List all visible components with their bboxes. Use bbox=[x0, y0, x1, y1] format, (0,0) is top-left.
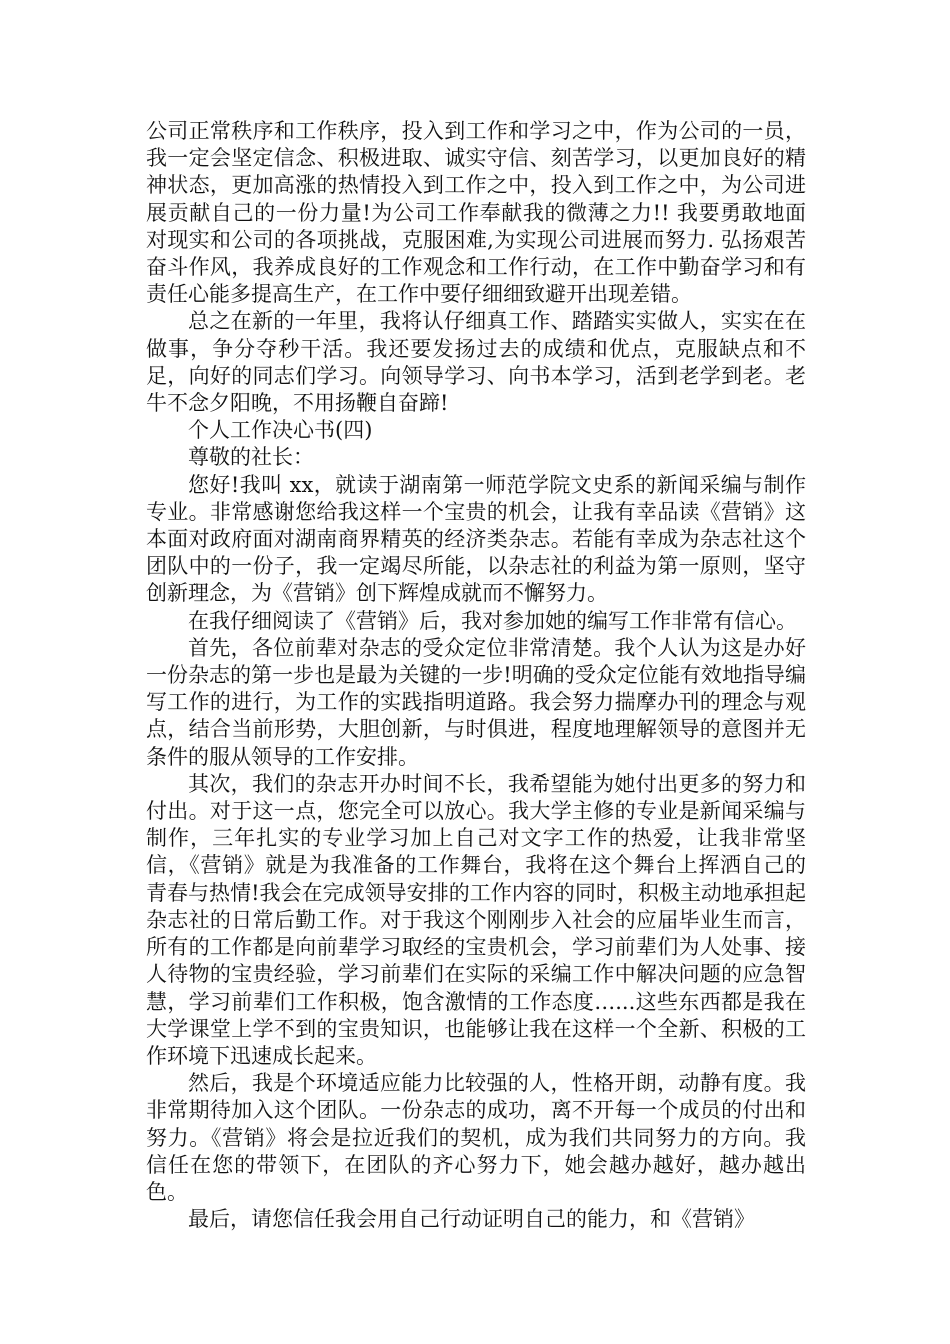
document-page bbox=[146, 118, 806, 1233]
paragraph-confidence: 在我仔细阅读了《营销》后，我对参加她的编写工作非常有信心。 bbox=[188, 608, 797, 633]
paragraph-finally: 最后，请您信任我会用自己行动证明自己的能力，和《营销》 bbox=[188, 1207, 755, 1232]
section-title: 个人工作决心书(四) bbox=[188, 418, 373, 443]
paragraph-first: 首先，各位前辈对杂志的受众定位非常清楚。我个人认为这是办好一份杂志的第一步也是最为关键的一步!明确的受众定位能有效地指导编写工作的进行，为工作的实践指明道路。我会努力揣摩办刊的理念与观点，结合当前形势，大胆创新，与时俱进，程度地理解领导的意图并无条件的服从领导的工作安排。 bbox=[146, 635, 806, 769]
paragraph-summary: 总之在新的一年里，我将认仔细真工作、踏踏实实做人，实实在在做事，争分夺秒干活。我还要发扬过去的成绩和优点，克服缺点和不足，向好的同志们学习。向领导学习、向书本学习，活到老学到老。老牛不念夕阳晚，不用扬鞭自奋蹄! bbox=[146, 309, 806, 416]
salutation: 尊敬的社长： bbox=[188, 445, 314, 470]
paragraph-then: 然后，我是个环境适应能力比较强的人，性格开朗，动静有度。我非常期待加入这个团队。一份杂志的成功，离不开每一个成员的付出和努力。《营销》将会是拉近我们的契机，成为我们共同努力的方向。我信任在您的带领下，在团队的齐心努力下，她会越办越好，越办越出色。 bbox=[146, 1071, 806, 1204]
paragraph-second: 其次，我们的杂志开办时间不长，我希望能为她付出更多的努力和付出。对于这一点，您完全可以放心。我大学主修的专业是新闻采编与制作，三年扎实的专业学习加上自己对文字工作的热爱，让我非常坚信，《营销》就是为我准备的工作舞台，我将在这个舞台上挥洒自己的青春与热情!我会在完成领导安排的工作内容的同时，积极主动地承担起杂志社的日常后勤工作。对于我这个刚刚步入社会的应届毕业生而言，所有的工作都是向前辈学习取经的宝贵机会，学习前辈们为人处事、接人待物的宝贵经验，学习前辈们在实际的采编工作中解决问题的应急智慧，学习前辈们工作积极，饱含激情的工作态度…...这些东西都是我在大学课堂上学不到的宝贵知识，也能够让我在这样一个全新、积极的工作环境下迅速成长起来。 bbox=[146, 771, 806, 1068]
paragraph-continuation: 公司正常秩序和工作秩序，投入到工作和学习之中，作为公司的一员，我一定会坚定信念、积极进取、诚实守信、刻苦学习，以更加良好的精神状态，更加高涨的热情投入到工作之中，投入到工作之中，为公司进展贡献自己的一份力量!为公司工作奉献我的微薄之力!! 我要勇敢地面对现实和公司的各项挑战，克服困难,为实现公司进展而努力. 弘扬艰苦奋斗作风，我养成良好的工作观念和工作行动，在工作中勤奋学习和有责任心能多提高生产，在工作中要仔细细致避开出现差错。 bbox=[146, 119, 806, 307]
paragraph-intro: 您好!我叫 xx，就读于湖南第一师范学院文史系的新闻采编与制作专业。非常感谢您给我这样一个宝贵的机会，让我有幸品读《营销》这本面对政府面对湖南商界精英的经济类杂志。若能有幸成为杂志社这个团队中的一份子，我一定竭尽所能，以杂志社的利益为第一原则，坚守创新理念，为《营销》创下辉煌成就而不懈努力。 bbox=[146, 472, 806, 606]
